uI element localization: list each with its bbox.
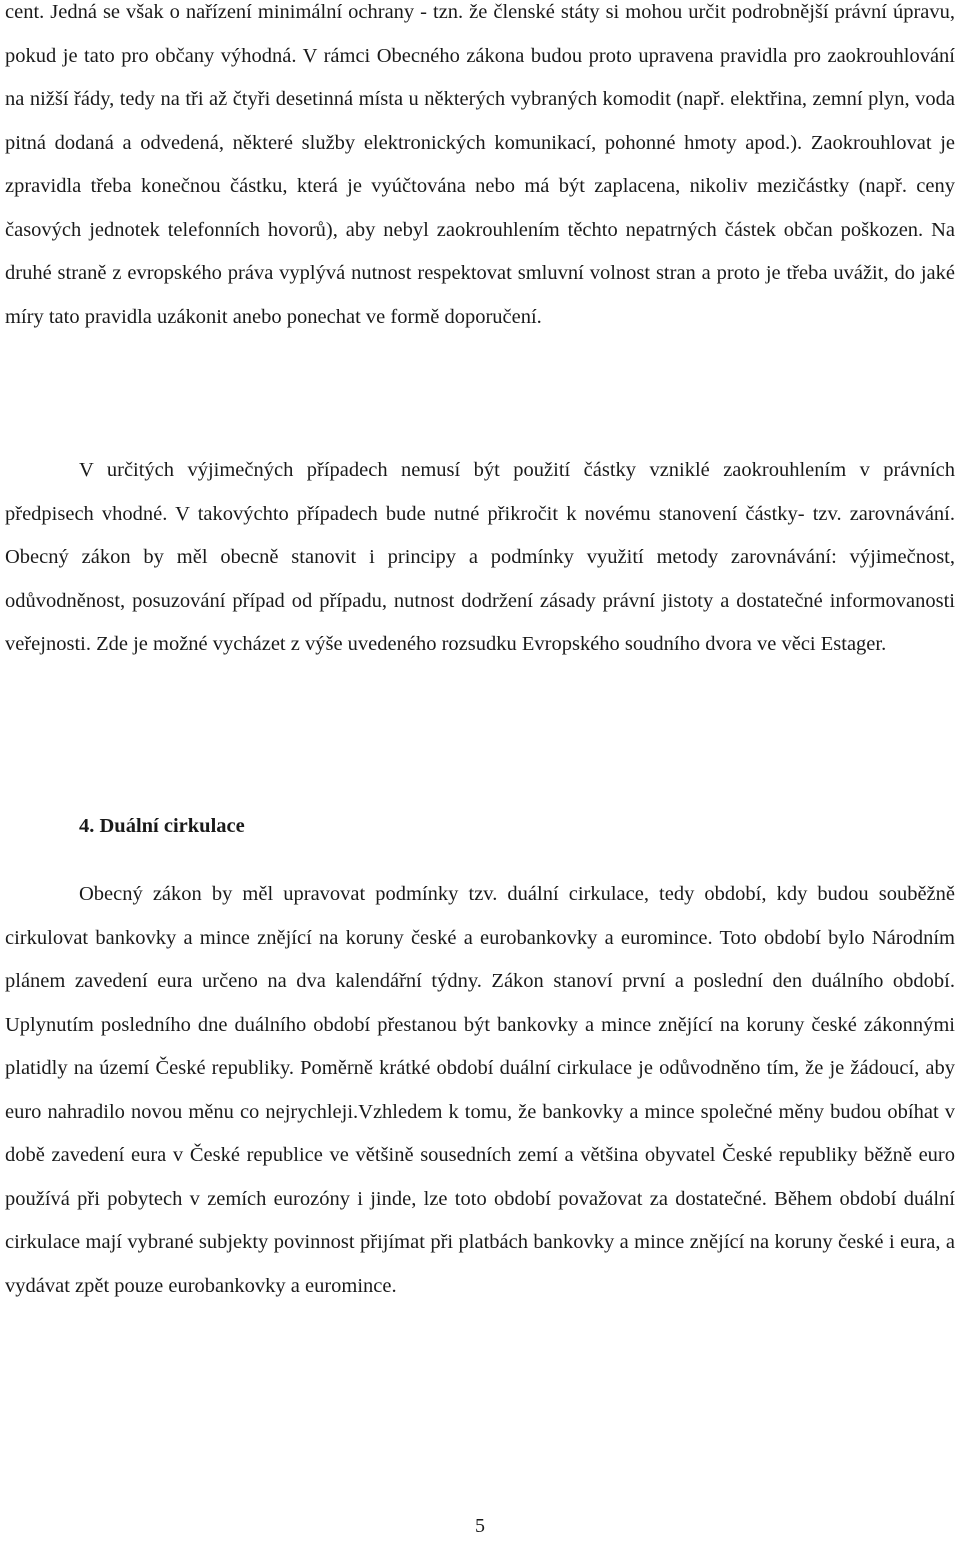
paragraph-dual-circulation: Obecný zákon by měl upravovat podmínky tzv. duální cirkulace, tedy období, kdy budou souběžně cirkulovat bankovky a mince znějící na koruny české a eurobankovky a euromince. Toto období bylo Národním plánem zavedení eura určeno na dva kalendářní týdny. Zákon stanoví první a poslední den duálního období. Uplynutím posledního dne duálního období přestanou být bankovky a mince znějící na koruny české zákonnými platidly na území České republiky. Poměrně krátké období duální cirkulace je odůvodněno tím, že je žádoucí, aby euro nahradilo novou měnu co nejrychleji.Vzhledem k tomu, že bankovky a mince společné měny budou obíhat v době zavedení eura v České republice ve většině sousedních zemí a většina obyvatel České republiky běžně euro používá při pobytech v zemích eurozóny i jinde, lze toto období považovat za dostatečné. Během období duální cirkulace mají vybrané subjekty povinnost přijímat při platbách bankovky a mince znějící na koruny české i eura, a vydávat zpět pouze eurobankovky a euromince. bbox=[5, 883, 955, 1297]
section-heading: 4. Duální cirkulace bbox=[79, 815, 245, 837]
page-number: 5 bbox=[475, 1515, 485, 1537]
paragraph-rounding-rules: cent. Jedná se však o nařízení minimální ochrany - tzn. že členské státy si mohou určit podrobnější právní úpravu, pokud je tato pro občany výhodná. V rámci Obecného zákona budou proto upravena pravidla pro zaokrouhlování na nižší řády, tedy na tři až čtyři desetinná místa u některých vybraných komodit (např. elektřina, zemní plyn, voda pitná dodaná a odvedená, některé služby elektronických komunikací, pohonné hmoty apod.). Zaokrouhlovat je zpravidla třeba konečnou částku, která je vyúčtována nebo má být zaplacena, nikoliv mezičástky (např. ceny časových jednotek telefonních hovorů), aby nebyl zaokrouhlením těchto nepatrných částek občan poškozen. Na druhé straně z evropského práva vyplývá nutnost respektovat smluvní volnost stran a proto je třeba uvážit, do jaké míry tato pravidla uzákonit anebo ponechat ve formě doporučení. bbox=[5, 1, 955, 328]
paragraph-leveling: V určitých výjimečných případech nemusí být použití částky vzniklé zaokrouhlením v právních předpisech vhodné. V takovýchto případech bude nutné přikročit k novému stanovení částky- tzv. zarovnávání. Obecný zákon by měl obecně stanovit i principy a podmínky využití metody zarovnávání: výjimečnost, odůvodněnost, posuzování případ od případu, nutnost dodržení zásady právní jistoty a dostatečné informovanosti veřejnosti. Zde je možné vycházet z výše uvedeného rozsudku Evropského soudního dvora ve věci Estager. bbox=[5, 459, 955, 655]
